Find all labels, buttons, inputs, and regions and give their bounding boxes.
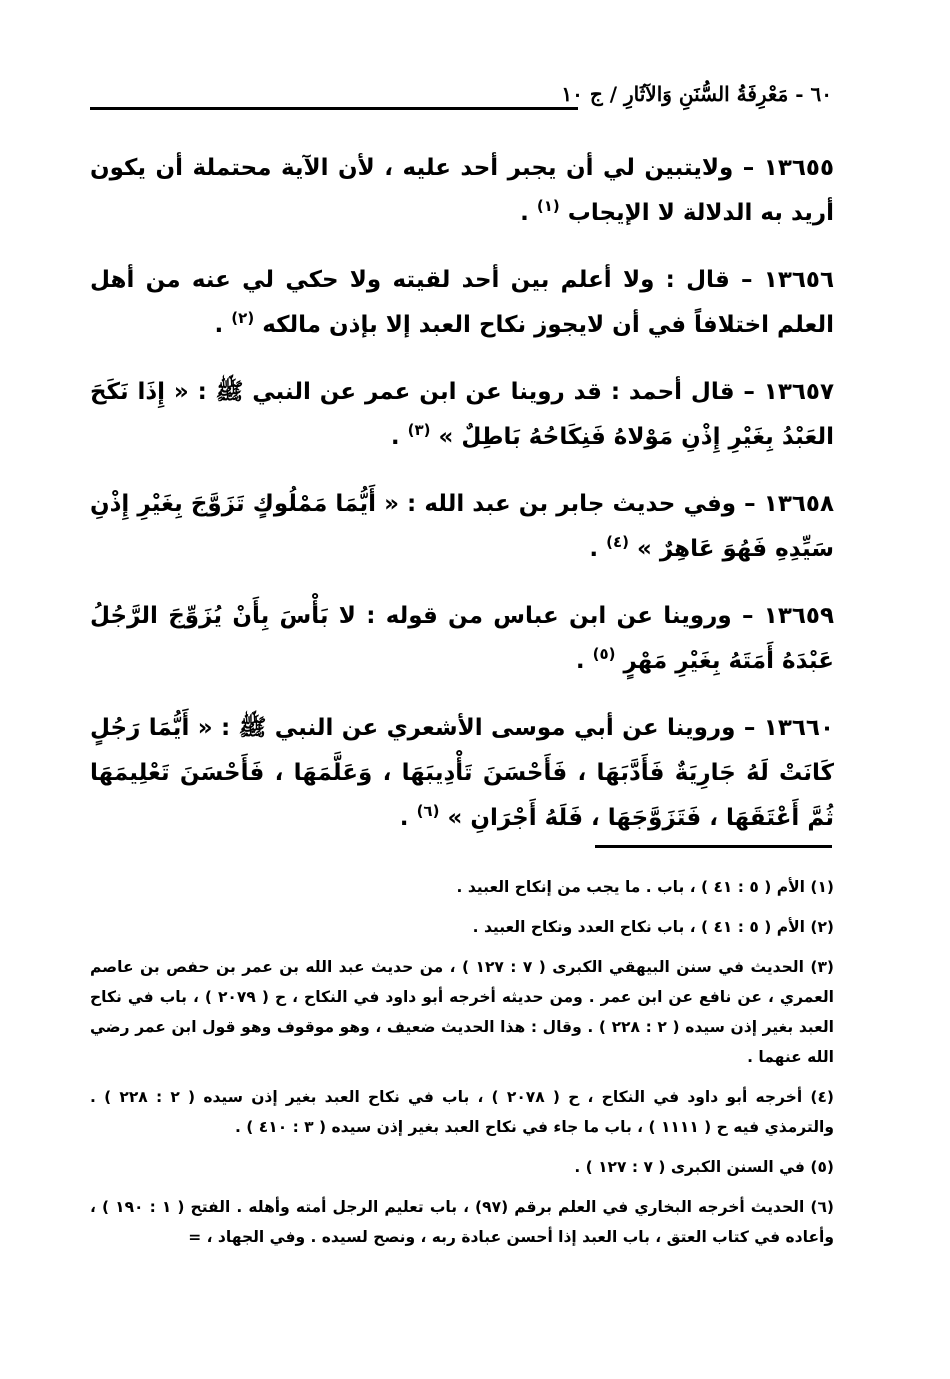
paragraph-number: ١٣٦٥٥: [763, 155, 834, 181]
paragraph-text: – وروينا عن ابن عباس من قوله : لا بَأْسَ بِأَنْ يُزَوِّجَ الرَّجُلُ عَبْدَهُ أَمَتَهُ بِغَيْرِ مَهْرٍ: [90, 603, 834, 674]
footnotes: [90, 872, 834, 1262]
paragraph-13658: [90, 482, 834, 572]
paragraph-end: .: [520, 200, 529, 226]
paragraph-text: – وروينا عن أبي موسى الأشعري عن النبي ﷺ : « أَيُّمَا رَجُلٍ كَانَتْ لَهُ جَارِيَةٌ فَأَدَّبَهَا ، فَأَحْسَنَ تَأْدِيبَهَا ، وَعَلَّمَهَا ، فَأَحْسَنَ تَعْلِيمَهَا ثُمَّ أَعْتَقَهَا ، فَتَزَوَّجَهَا ، فَلَهُ أَجْرَانِ »: [90, 715, 834, 831]
page-header: [90, 82, 832, 116]
paragraph-13659: [90, 594, 834, 684]
paragraph-13656: [90, 258, 834, 348]
paragraph-13660: [90, 706, 834, 841]
footnote-6: (٦) الحديث أخرجه البخاري في العلم برقم (٩٧) ، باب تعليم الرجل أمته وأهله . الفتح ( ١ : ١٩٠ ) ، وأعاده في كتاب العتق ، باب العبد إذا أحسن عبادة ربه ، ونصح لسيده . وفي الجهاد ، =: [90, 1198, 834, 1246]
footnote-5: (٥) في السنن الكبرى ( ٧ : ١٢٧ ) .: [574, 1158, 834, 1176]
paragraph-13655: [90, 146, 834, 236]
paragraph-text: – ولايتبين لي أن يجبر أحد عليه ، لأن الآية محتملة أن يكون أريد به الدلالة لا الإيجاب: [90, 155, 834, 226]
paragraph-number: ١٣٦٥٦: [763, 267, 834, 293]
paragraph-number: ١٣٦٦٠: [763, 715, 834, 741]
header-rule: [90, 107, 578, 110]
footnote-4: (٤) أخرجه أبو داود في النكاح ، ح ( ٢٠٧٨ ) ، باب في نكاح العبد بغير إذن سيده ( ٢ : ٢٢٨ ) . والترمذي فيه ح ( ١١١١ ) ، باب ما جاء في نكاح العبد بغير إذن سيده ( ٣ : ٤١٠ ) .: [90, 1088, 834, 1136]
paragraph-text: – وفي حديث جابر بن عبد الله : « أَيُّمَا مَمْلُوكٍ تَزَوَّجَ بِغَيْرِ إِذْنِ سَيِّدِهِ فَهُوَ عَاهِرٌ »: [90, 491, 834, 562]
paragraph-number: ١٣٦٥٧: [763, 379, 834, 405]
paragraph-end: .: [399, 805, 409, 831]
footnote-ref: (٤): [606, 533, 629, 551]
footnote-1: (١) الأم ( ٥ : ٤١ ) ، باب . ما يجب من إنكاح العبيد .: [456, 878, 834, 896]
paragraph-number: ١٣٦٥٩: [763, 603, 834, 629]
footnote-2: (٢) الأم ( ٥ : ٤١ ) ، باب نكاح العدد ونكاح العبيد .: [472, 918, 834, 936]
paragraph-end: .: [390, 424, 400, 450]
footnote-separator: [595, 845, 832, 848]
footnote-ref: (٦): [416, 802, 440, 820]
paragraph-end: .: [575, 648, 585, 674]
footnote-ref: (٥): [592, 645, 616, 663]
paragraph-text: – قال أحمد : قد روينا عن ابن عمر عن النبي ﷺ : « إِذَا نَكَحَ العَبْدُ بِغَيْرِ إِذْنِ مَوْلاهُ فَنِكَاحُهُ بَاطِلٌ »: [90, 379, 834, 450]
running-header-title: ٦٠ - مَعْرِفَةُ السُّنَنِ وَالآثَارِ / ج ١٠: [561, 82, 832, 106]
footnote-ref: (٣): [407, 421, 431, 439]
paragraph-end: .: [214, 312, 224, 338]
paragraph-text: – قال : ولا أعلم بين أحد لقيته ولا حكي لي عنه من أهل العلم اختلافاً في أن لايجوز نكاح العبد إلا بإذن مالكه: [90, 267, 834, 338]
paragraph-number: ١٣٦٥٨: [763, 491, 834, 517]
footnote-ref: (٢): [231, 309, 255, 327]
paragraph-13657: [90, 370, 834, 460]
footnote-ref: (١): [536, 197, 560, 215]
footnote-3: (٣) الحديث في سنن البيهقي الكبرى ( ٧ : ١٢٧ ) ، من حديث عبد الله بن عمر بن حفص بن عاصم العمري ، عن نافع عن ابن عمر . ومن حديثه أخرجه أبو داود في النكاح ، ح ( ٢٠٧٩ ) ، باب في نكاح العبد بغير إذن سيده ( ٢ : ٢٢٨ ) . وقال : هذا الحديث ضعيف ، وهو موقوف وهو قول ابن عمر رضي الله عنهما .: [90, 958, 834, 1066]
paragraph-end: .: [589, 536, 599, 562]
main-text: [90, 146, 834, 863]
